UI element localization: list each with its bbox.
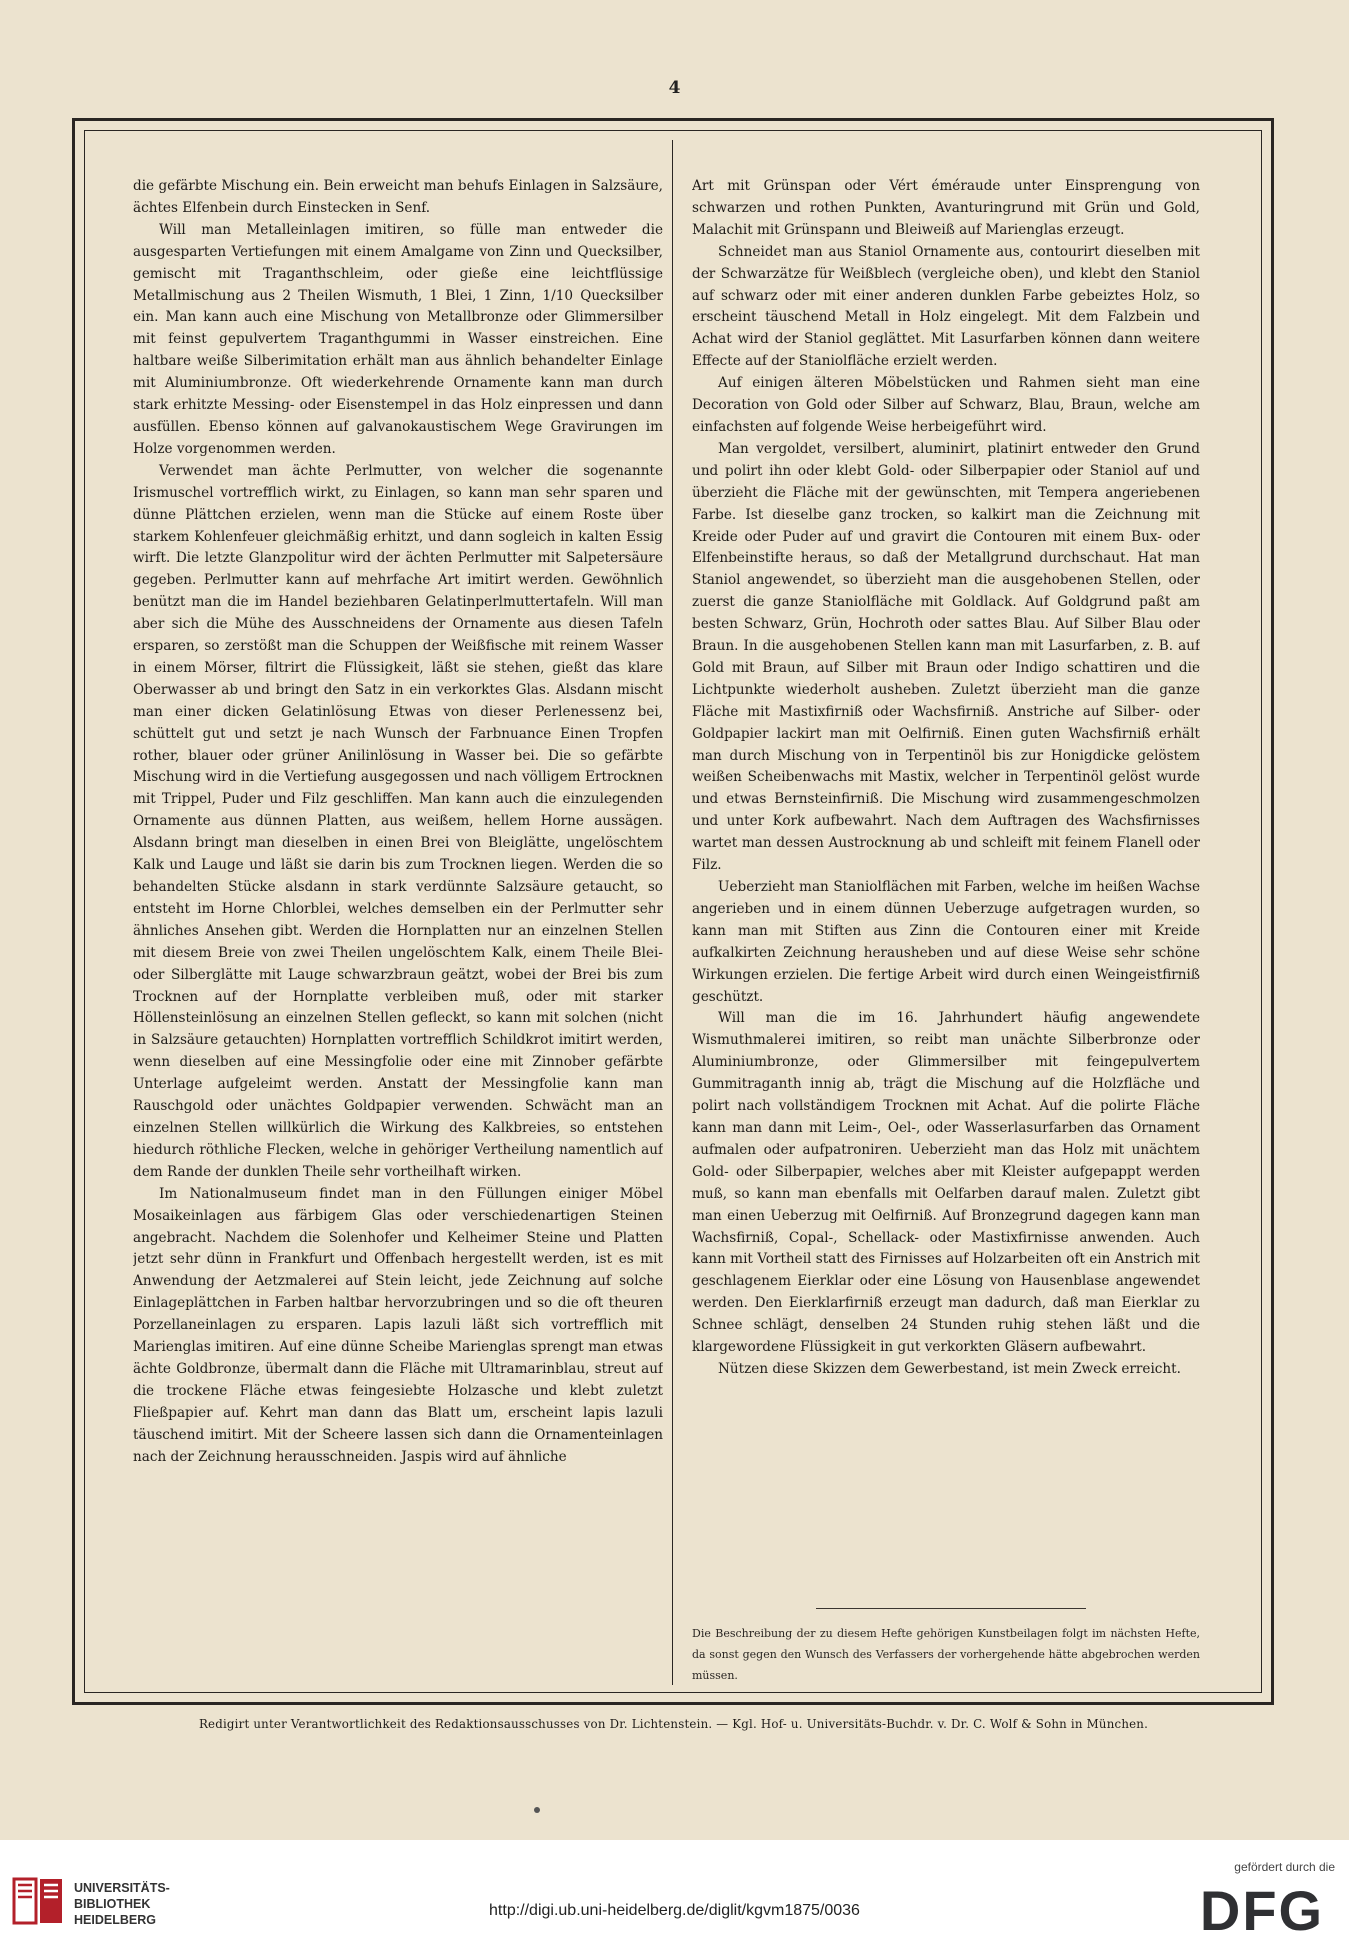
paragraph: Art mit Grünspan oder Vért éméraude unter Einsprengung von schwarzen und rothen Punkten, Avanturingrund mit Grün und Gold, Malachit mit Grünspann und Bleiweiß auf Marienglas erzeugt. — [692, 178, 1200, 238]
permalink-url[interactable]: http://digi.ub.uni-heidelberg.de/diglit/kgvm1875/0036 — [489, 1902, 860, 1919]
dfg-logo-text: DFG — [1199, 1879, 1325, 1938]
dfg-logo-icon — [1186, 1878, 1338, 1938]
footnote: Die Beschreibung der zu diesem Hefte gehörigen Kunstbeilagen folgt im nächsten Hefte, da sonst gegen den Wunsch des Verfassers der vorhergehende hätte abgebrochen werden müssen. — [692, 1627, 1200, 1682]
paragraph: Will man die im 16. Jahrhundert häufig angewendete Wismuthmalerei imitiren, so reibt man unächte Silberbronze oder Aluminiumbronze, oder Glimmersilber mit feingepulvertem Gummitraganth innig ab, trägt die Mischung auf die Holzfläche und polirt nach vollständigem Trocknen mit Achat. Auf die polirte Fläche kann man dann mit Leim-, Oel-, oder Wasserlasurfarben das Ornament aufmalen oder aufpatroniren. Ueberzieht man das Holz mit unächtem Gold- oder Silberpapier, welches aber mit Kleister aufgepappt werden muß, so kann man ebenfalls mit Oelfarben darauf malen. Zuletzt gibt man einen Ueberzug mit Oelfirniß. Auf Bronzegrund dagegen kann man Wachsfirniß, Copal-, Schellack- oder Mastixfirnisse anwenden. Auch kann mit Vortheil statt des Firnisses auf Holzarbeiten oft ein Anstrich mit geschlagenem Eierklar oder eine Lösung von Hausenblase angewendet werden. Den Eierklarfirniß erzeugt man dadurch, daß man Eierklar zu Schnee schlägt, denselben 24 Stunden ruhig stehen läßt und die klargewordene Flüssigkeit in gut verkorkten Gläsern aufbewahrt. — [692, 1010, 1200, 1356]
paragraph: Im Nationalmuseum findet man in den Füllungen einiger Möbel Mosaikeinlagen aus färbigem Glas oder verschiedenartigen Steinen angebracht. Nachdem die Solenhofer und Kelheimer Steine und Platten jetzt sehr dünn in Frankfurt und Offenbach hergestellt werden, ist es mit Anwendung der Aetzmalerei auf Stein leicht, jede Zeichnung auf solche Einlageplättchen in Farben haltbar hervorzubringen und so die oft theuren Porzellaneinlagen zu ersparen. Lapis lazuli läßt sich vortrefflich mit Marienglas imitiren. Auf eine dünne Scheibe Marienglas sprengt man etwas ächte Goldbronze, übermalt dann die Fläche mit Ultramarinblau, streut auf die trockene Fläche etwas feingesiebte Holzasche und klebt zuletzt Fließpapier auf. Kehrt man dann das Blatt um, erscheint lapis lazuli täuschend imitirt. Mit der Scheere lassen sich dann die Ornamenteinlagen nach der Zeichnung herausschneiden. Jaspis wird auf ähnliche — [133, 1185, 663, 1465]
paragraph: Will man Metalleinlagen imitiren, so fülle man entweder die ausgesparten Vertiefungen mit einem Amalgame von Zinn und Quecksilber, gemischt mit Traganthschleim, oder gieße eine leichtflüssige Metallmischung aus 2 Theilen Wismuth, 1 Blei, 1 Zinn, 1/10 Quecksilber ein. Man kann auch eine Mischung von Metallbronze oder Glimmersilber mit feinst gepulvertem Traganthgummi in Wasser einstreichen. Eine haltbare weiße Silberimitation erhält man aus ähnlich behandelter Einlage mit Aluminiumbronze. Oft wiederkehrende Ornamente kann man durch stark erhitzte Messing- oder Eisenstempel in das Holz einpressen und dann ausfüllen. Ebenso können auf galvanokaustischem Wege Gravirungen im Holze vorgenommen werden. — [133, 221, 663, 457]
paragraph: Nützen diese Skizzen dem Gewerbestand, ist mein Zweck erreicht. — [718, 1360, 1181, 1377]
paragraph: die gefärbte Mischung ein. Bein erweicht man behufs Einlagen in Salzsäure, ächtes Elfenbein durch Einstecken in Senf. — [133, 178, 663, 216]
right-column — [692, 176, 1200, 1686]
institution-line: HEIDELBERG — [74, 1913, 156, 1927]
paragraph: Man vergoldet, versilbert, aluminirt, platinirt entweder den Grund und polirt ihn oder klebt Gold- oder Silberpapier oder Staniol auf und überzieht die Fläche mit der gewünschten, mit Tempera angeriebenen Farbe. Ist dieselbe ganz trocken, so kalkirt man die Zeichnung mit Kreide oder Puder auf und gravirt die Contouren mit einem Bux- oder Elfenbeinstifte heraus, so daß der Metallgrund durchschaut. Hat man Staniol angewendet, so überzieht man die ausgehobenen Stellen, oder zuerst die ganze Staniolfläche mit Goldlack. Auf Goldgrund paßt am besten Schwarz, Grün, Hochroth oder sattes Blau. Auf Silber Blau oder Braun. In die ausgehobenen Stellen kann man mit Lasurfarben, z. B. auf Gold mit Braun, auf Silber mit Braun oder Indigo schattiren und die Lichtpunkte wiederholt ausheben. Zuletzt überzieht man die ganze Fläche mit Mastixfirniß oder Wachsfirniß. Anstriche auf Silber- oder Goldpapier lackirt man mit Oelfirniß. Einen guten Wachsfirniß erhält man durch Mischung von in Terpentinöl bis zur Honigdicke gelöstem weißen Scheibenwachs mit Mastix, welcher in Terpentinöl gelöst wurde und etwas Bernsteinfirniß. Die Mischung wird zusammengeschmolzen und unter Kork aufbewahrt. Nach dem Auftragen des Wachsfirnisses wartet man dessen Austrocknung ab und schleift mit feinem Flanell oder Filz. — [692, 440, 1200, 874]
institution-line: BIBLIOTHEK — [74, 1897, 151, 1911]
paragraph: Verwendet man ächte Perlmutter, von welcher die sogenannte Irismuschel vortrefflich wirkt, zu Einlagen, so kann man sehr sparen und dünne Plättchen erzielen, wenn man die Stücke auf einem Roste über starkem Kohlenfeuer gleichmäßig erhitzt, und dann sogleich in kalten Essig wirft. Die letzte Glanzpolitur wird der ächten Perlmutter mit Salpetersäure gegeben. Perlmutter kann auf mehrfache Art imitirt werden. Gewöhnlich benützt man die im Handel beziehbaren Gelatinperlmuttertafeln. Will man aber sich die Mühe des Ausschneidens der Ornamente aus diesen Tafeln ersparen, so zerstößt man die Schuppen der Weißfische mit reinem Wasser in einem Mörser, filtrirt die Flüssigkeit, läßt sie stehen, gießt das klare Oberwasser ab und bringt den Satz in ein verkorktes Glas. Alsdann mischt man einer dicken Gelatinlösung Etwas von dieser Perlenessenz bei, schüttelt gut und setzt je nach Wunsch der Farbnuance Einen Tropfen rother, blauer oder grüner Anilinlösung in Wasser bei. Die so gefärbte Mischung wird in die Vertiefung ausgegossen und nach völligem Ertrocknen mit Trippel, Puder und Filz geschliffen. Man kann auch die einzulegenden Ornamente aus dünnen Platten, aus weißem, hellem Horne aussägen. Alsdann bringt man dieselben in einen Brei von Bleiglätte, ungelöschtem Kalk und Lauge und läßt sie darin bis zum Trocknen liegen. Werden die so behandelten Stücke alsdann in stark verdünnte Salzsäure getaucht, so entsteht im Horne Chlorblei, welches demselben ein der Perlmutter sehr ähnliches Ansehen gibt. Werden die Hornplatten nur an einzelnen Stellen mit diesem Breie von zwei Theilen ungelöschtem Kalk, einem Theile Blei- oder Silberglätte mit Lauge schwarzbraun geätzt, wobei der Brei bis zum Trocknen auf der Hornplatte verbleiben muß, oder mit starker Höllensteinlösung an einzelnen Stellen gefleckt, so kann mit solchen (nicht in Salzsäure getauchten) Hornplatten vortrefflich Schildkrot imitirt werden, wenn dieselben auf eine Messingfolie oder eine mit Zinnober gefärbte Unterlage aufgeleimt werden. Anstatt der Messingfolie kann man Rauschgold oder unächtes Goldpapier verwenden. Schwächt man an einzelnen Stellen willkürlich die Wirkung des Kalkbreies, so entstehen hiedurch röthliche Flecken, welche in gehöriger Vertheilung namentlich auf dem Rande der dunklen Theile sehr vortheilhaft wirken. — [133, 462, 663, 1180]
paragraph: Schneidet man aus Staniol Ornamente aus, contourirt dieselben mit der Schwarzätze für Weißblech (vergleiche oben), und klebt den Staniol auf schwarz oder mit einer anderen dunklen Farbe gebeiztes Holz, so erscheint täuschend Metall in Holz eingelegt. Mit dem Falzbein und Achat wird der Staniol geglättet. Mit Lasurfarben können dann weitere Effecte auf der Staniolfläche erzielt werden. — [692, 243, 1200, 370]
paragraph: Auf einigen älteren Möbelstücken und Rahmen sieht man eine Decoration von Gold oder Silber auf Schwarz, Blau, Braun, welche am einfachsten auf folgende Weise herbeigeführt wird. — [692, 375, 1200, 435]
paragraph: Ueberzieht man Staniolflächen mit Farben, welche im heißen Wachse angerieben und in einem dünnen Ueberzuge aufgetragen wurden, so kann man mit Stiften aus Zinn die Contouren einer mit Kreide aufkalkirten Zeichnung herausheben und auf diese Weise sehr schöne Wirkungen erzielen. Die fertige Arbeit wird durch einen Weingeistfirniß geschützt. — [692, 879, 1200, 1005]
imprint-line: Redigirt unter Verantwortlichkeit des Redaktionsausschusses von Dr. Lichtenstein. — Kgl. Hof- u. Universitäts-Buchdr. v. Dr. C. Wolf & Sohn in München. — [198, 1717, 1149, 1731]
left-column — [133, 176, 663, 1686]
ink-dot — [534, 1807, 540, 1813]
footnote-rule — [816, 1608, 1086, 1609]
column-divider — [672, 140, 673, 1685]
funding-caption: gefördert durch die — [1234, 1860, 1335, 1874]
page-number: 4 — [668, 78, 681, 98]
institution-line: UNIVERSITÄTS- — [74, 1881, 170, 1895]
